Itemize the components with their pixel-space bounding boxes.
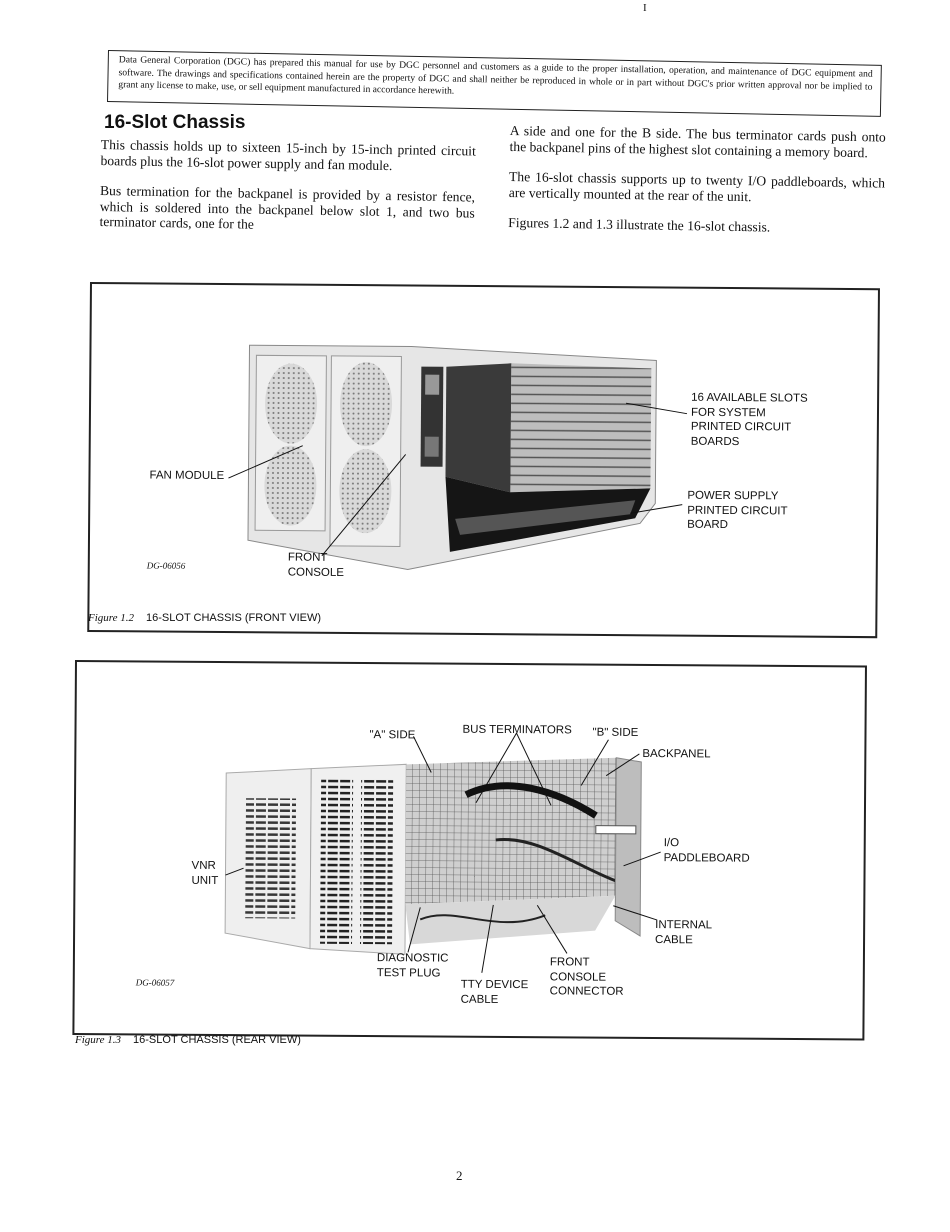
label-bus-terminators: BUS TERMINATORS xyxy=(462,723,572,737)
label-a-side: "A" SIDE xyxy=(369,729,416,742)
label-tty-device-cable: TTY DEVICE CABLE xyxy=(460,978,529,1006)
paragraph: Bus termination for the backpanel is provided by a resistor fence, which is soldered into the backpanel below slot 1, and two bus terminator cards, one for the xyxy=(99,182,476,232)
tty-cable-leader xyxy=(482,905,493,973)
diagnostic-plug-leader xyxy=(408,907,420,952)
paragraph: The 16-slot chassis supports up to twenty I/O paddleboards, which are vertically mounted at the rear of the unit. xyxy=(508,168,886,204)
label-internal-cable: INTERNAL CABLE xyxy=(655,919,713,946)
page-number: 2 xyxy=(456,1168,463,1183)
internal-cable-leader xyxy=(613,906,657,920)
label-front-console-connector: FRONT CONSOLE CONNECTOR xyxy=(549,956,624,998)
copyright-notice: Data General Corporation (DGC) has prepared this manual for use by DGC personnel and customers as a guide to the proper installation, operation, and maintenance of DGC equipment and software. The drawings and specifications contained herein are the property of DGC and shall neither be reproduced in whole or in part without DGC's prior written approval nor be implied to grant any license to make, use, or sell equipment manufactured in accordance herewith. xyxy=(107,50,882,117)
figure-id: DG-06057 xyxy=(135,977,175,988)
label-available-slots: 16 AVAILABLE SLOTS FOR SYSTEM PRINTED CIRCUIT BOARDS xyxy=(690,391,808,448)
paragraph: This chassis holds up to sixteen 15-inch by 15-inch printed circuit boards plus the 16-slot power supply and fan module. xyxy=(100,137,476,173)
page-corner-mark: I xyxy=(643,2,647,14)
figure-rear-view xyxy=(72,660,867,1041)
paragraph: A side and one for the B side. The bus terminator cards push onto the backpanel pins of the highest slot containing a memory board. xyxy=(509,123,886,160)
power-supply-leader xyxy=(630,504,682,513)
label-diagnostic-test-plug: DIAGNOSTIC TEST PLUG xyxy=(376,952,449,980)
bus-terminator-leader-right xyxy=(516,733,552,805)
caption-number: Figure 1.3 xyxy=(75,1034,122,1046)
figure-front-view xyxy=(87,282,880,638)
a-side-leader xyxy=(413,736,431,772)
backpanel-leader xyxy=(606,754,639,776)
slots-leader xyxy=(626,403,687,413)
fan-module-leader xyxy=(228,445,302,479)
caption-text: 16-SLOT CHASSIS (FRONT VIEW) xyxy=(146,612,322,624)
figure-caption xyxy=(88,612,321,624)
label-front-console: FRONT CONSOLE xyxy=(287,551,345,579)
paragraph: Figures 1.2 and 1.3 illustrate the 16-slot chassis. xyxy=(508,214,771,235)
body-column-right xyxy=(508,123,886,252)
front-console-leader xyxy=(322,454,406,557)
label-b-side: "B" SIDE xyxy=(592,726,639,739)
label-backpanel: BACKPANEL xyxy=(642,747,711,761)
io-paddleboard-leader xyxy=(624,852,661,866)
caption-number: Figure 1.2 xyxy=(88,612,135,624)
figure-id: DG-06056 xyxy=(146,560,186,571)
label-vnr-unit: VNR UNIT xyxy=(191,859,219,887)
b-side-leader xyxy=(581,740,608,786)
caption-text: 16-SLOT CHASSIS (REAR VIEW) xyxy=(133,1034,301,1046)
bus-terminator-leader-left xyxy=(476,733,516,803)
leader-lines xyxy=(89,284,878,636)
body-column-left xyxy=(99,137,476,251)
label-fan-module: FAN MODULE xyxy=(149,469,225,483)
label-power-supply: POWER SUPPLY PRINTED CIRCUIT BOARD xyxy=(687,489,788,532)
vnr-unit-leader xyxy=(226,868,244,875)
console-connector-leader xyxy=(537,905,567,953)
label-io-paddleboard: I/O PADDLEBOARD xyxy=(663,837,750,865)
figure-caption xyxy=(75,1034,301,1046)
section-heading: 16-Slot Chassis xyxy=(104,112,246,133)
